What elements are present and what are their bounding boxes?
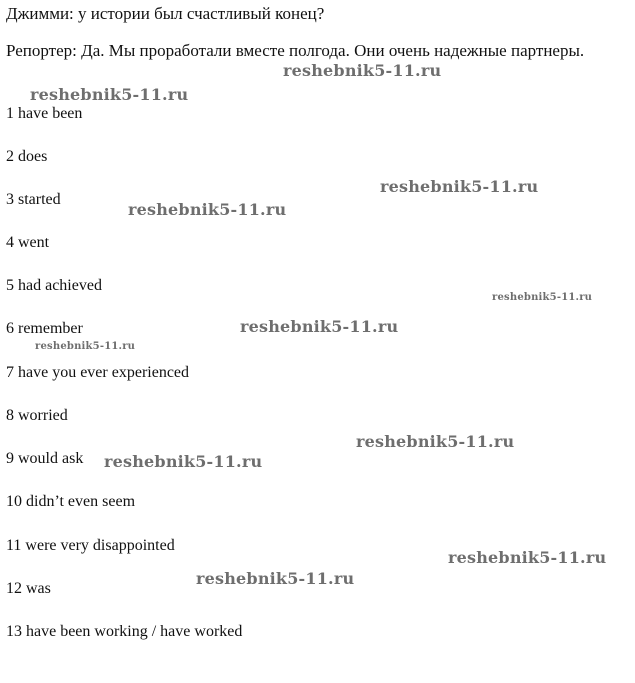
answer-item: 2 does: [6, 148, 48, 165]
answer-item: 6 remember: [6, 320, 83, 337]
answer-item: 11 were very disappointed: [6, 537, 175, 554]
answer-item: 9 would ask: [6, 450, 84, 467]
answer-item: 10 didn’t even seem: [6, 493, 136, 510]
answer-item: 7 have you ever experienced: [6, 364, 190, 381]
watermark: reshebnik5-11.ru: [30, 85, 189, 104]
watermark: reshebnik5-11.ru: [128, 200, 287, 219]
watermark: reshebnik5-11.ru: [104, 452, 263, 471]
reporter-line: Репортер: Да. Мы проработали вместе полгода. Они очень надежные партнеры.: [6, 41, 585, 60]
answer-item: 1 have been: [6, 105, 83, 122]
answer-item: 5 had achieved: [6, 277, 102, 294]
watermark: reshebnik5-11.ru: [356, 432, 515, 451]
answer-item: 12 was: [6, 580, 51, 597]
answer-item: 13 have been working / have worked: [6, 623, 243, 640]
watermark: reshebnik5-11.ru: [448, 548, 607, 567]
watermark: reshebnik5-11.ru: [35, 341, 136, 352]
answer-item: 4 went: [6, 234, 50, 251]
watermark: reshebnik5-11.ru: [380, 177, 539, 196]
watermark: reshebnik5-11.ru: [240, 317, 399, 336]
watermark: reshebnik5-11.ru: [492, 292, 593, 303]
answer-item: 3 started: [6, 191, 61, 208]
jimmy-line: Джимми: у истории был счастливый конец?: [6, 4, 325, 23]
watermark: reshebnik5-11.ru: [196, 569, 355, 588]
watermark: reshebnik5-11.ru: [283, 61, 442, 80]
answer-item: 8 worried: [6, 407, 68, 424]
